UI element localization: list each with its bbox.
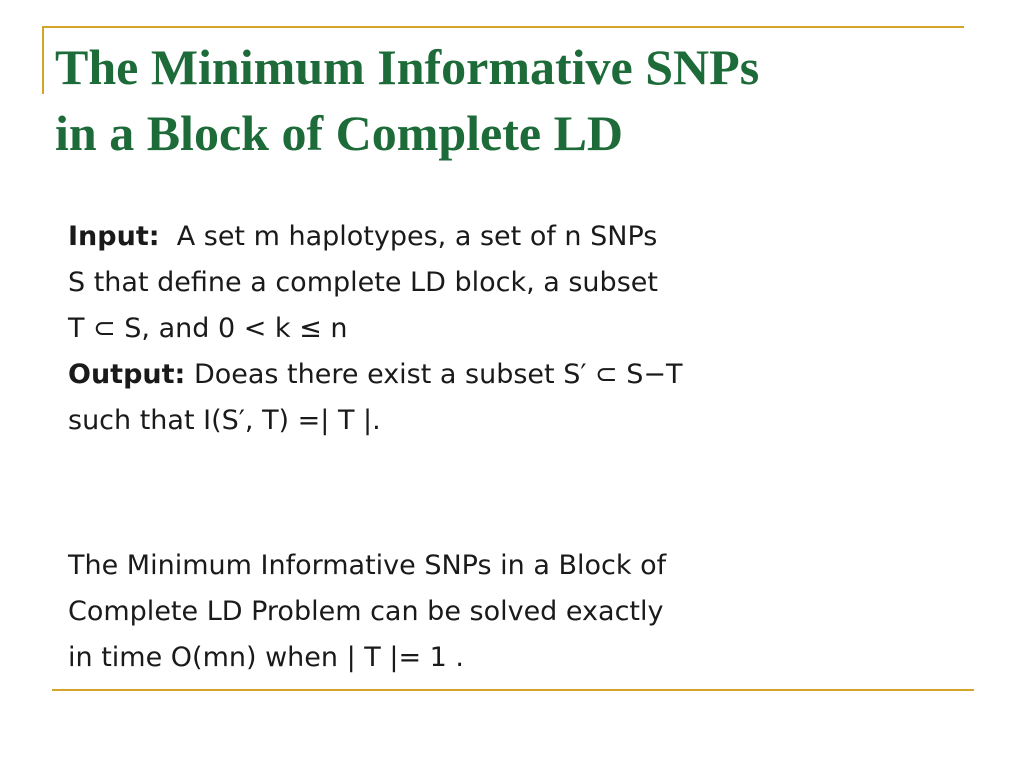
title-line-2: in a Block of Complete LD bbox=[55, 105, 624, 161]
output-text-1: Doeas there exist a subset S′ ⊂ S−T bbox=[193, 359, 683, 390]
input-label: Input: bbox=[68, 221, 160, 252]
slide-title bbox=[55, 34, 955, 166]
input-line-1 bbox=[68, 214, 858, 260]
output-label: Output: bbox=[68, 359, 186, 390]
input-line-2: S that define a complete LD block, a subset bbox=[68, 267, 658, 298]
result-line-1: The Minimum Informative SNPs in a Block of bbox=[68, 550, 667, 581]
title-line-1: The Minimum Informative SNPs bbox=[55, 39, 760, 95]
result-line-3: in time O(mn) when | T |= 1 . bbox=[68, 642, 464, 673]
left-accent-rule bbox=[42, 26, 44, 94]
output-line-1 bbox=[68, 352, 858, 398]
input-line-3: T ⊂ S, and 0 < k ≤ n bbox=[68, 313, 348, 344]
problem-definition bbox=[68, 214, 858, 444]
input-text-1: A set m haplotypes, a set of n SNPs bbox=[176, 221, 658, 252]
result-statement bbox=[68, 543, 858, 681]
top-accent-rule bbox=[42, 26, 964, 28]
output-line-2: such that I(S′, T) =| T |. bbox=[68, 405, 381, 436]
result-line-2: Complete LD Problem can be solved exactly bbox=[68, 596, 664, 627]
bottom-accent-rule bbox=[52, 689, 974, 691]
